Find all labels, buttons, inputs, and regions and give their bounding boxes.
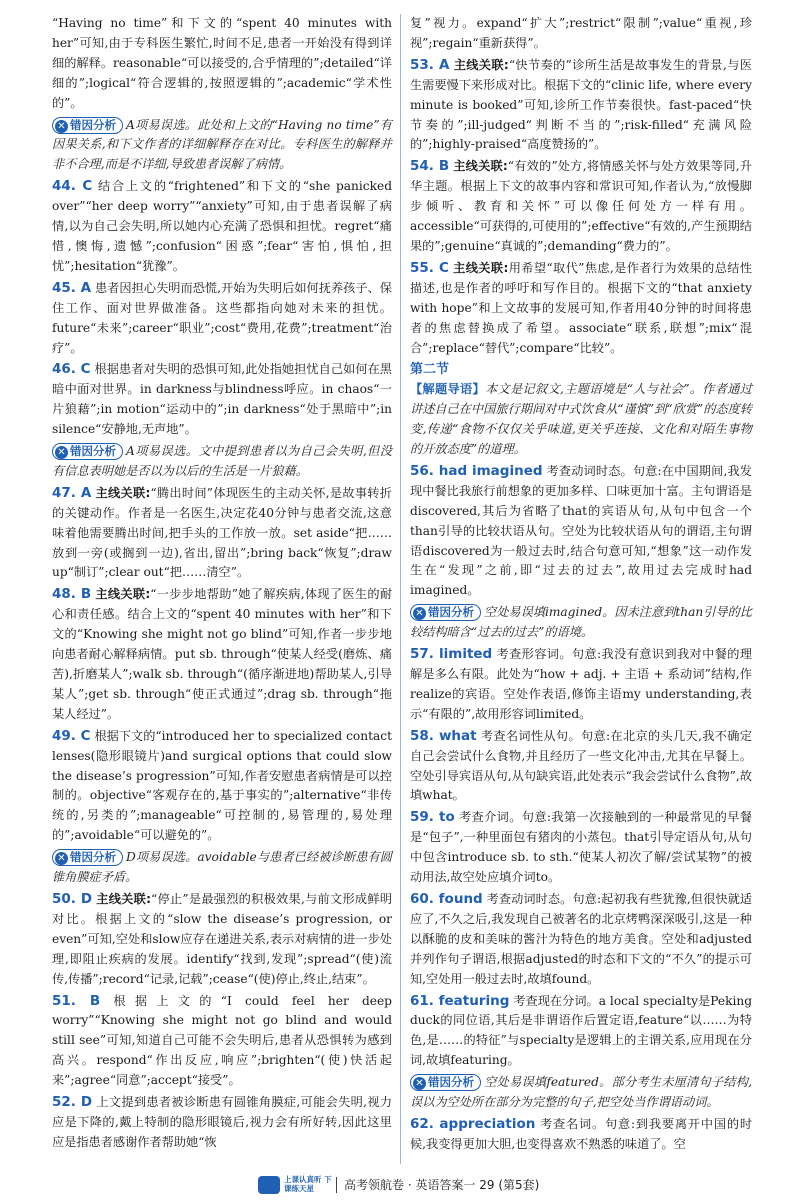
main-line-label: 主线关联: [96,891,151,906]
answer-item [52,585,392,724]
answer-explanation: 考查动词时态。句意:起初我有些犹豫,但很快就适应了,不久之后,我发现自己被著名的北京烤鸭深深吸引,这是一种以酥脆的皮和美味的酱汁为特色的地方美食。空处和adjusted并列作句子谓语,根据adjusted的时态和下文的“不久”的提示可知,空处用一般过去时,故填found。 [410,891,753,986]
answer-item [410,727,752,807]
answer-explanation: 患者因担心失明而恐慌,开始为失明后如何抚养孩子、保住工作、面对世界做准备。这些都指向她对未来的担忧。future“未来”;career“职业”;cost“费用,花费”;treatment“治疗”。 [52,280,392,355]
answer-explanation: 结合上文的“frightened”和下文的“she panicked over”“her deep worry”“anxiety”可知,由于患者误解了病情,以为自己会失明,所以她内心充满了恐惧和担忧。regret“痛惜,懊悔,遗憾”;confusion“困惑”;fear“害怕,惧怕,担忧”;hesitation“犹豫”。 [52,179,393,273]
answer-number: 61. featuring [410,992,510,1009]
cross-icon: ✕ [55,852,68,865]
answer-explanation: 考查名词。句意:到我要离开中国的时候,我变得更加大胆,也变得喜欢不熟悉的味道了。空 [410,1116,753,1151]
answer-explanation: 用希望“取代”焦虑,是作者行为效果的总结性描述,也是作者的呼吁和写作目的。根据下文的“that anxiety with hope”和上文故事的发展可知,作者用40分钟的时间将患者的焦虑替换成了希望。associate“联系,联想”;mix“混合”;replace“替代”;compare“比较”。 [410,260,753,355]
answer-item [410,808,752,888]
answer-item [410,56,752,156]
answer-explanation: “一步步地帮助”她了解疾病,体现了医生的耐心和责任感。结合上文的“spent 40 minutes with her”和下文的“Knowing she might not go blind”可知,作者一步步地向患者耐心解释病情。put sb. through“使某人经受(磨炼、痛苦),折磨某人”;walk sb. through“(循序渐进地)帮助某人,引导某人”;get sb. through“使正式通过”;drag sb. through“拖某人经过”。 [52,587,393,721]
footer-separator [336,1177,337,1193]
answer-number: 55. C [410,259,449,276]
answer-explanation: 考查现在分词。a local specialty是Peking duck的同位语,其后是非谓语作后置定语,feature“以……为特色,是……的特征”与specialty是逻辑上的主谓关系,应用现在分词,故填featuring。 [410,993,753,1068]
answer-number: 57. limited [410,646,493,663]
grammar-answer-list [410,462,752,1155]
main-line-label: 主线关联: [95,485,151,500]
answer-number: 47. A [52,484,92,501]
error-analysis-badge: ✕ 错因分析 [52,849,123,866]
answer-number: 44. C [52,178,93,195]
answer-explanation: “腾出时间”体现医生的主动关怀,是故事转折的关键动作。作者是一名医生,决定花40分钟与患者交流,这意味着他需要腾出时间,把手头的工作放一放。set aside“把……放到一旁(或搁到一边),省出,留出”;bring back“恢复”;draw up“制订”;clear out“把……清空”。 [52,485,392,580]
answer-number: 50. D [52,890,93,907]
error-analysis-note: ✕ 错因分析 A项易误选。文中提到患者以为自己会失明,但没有信息表明她是否以为以后的生活是一片狼藉。 [52,444,392,478]
page-footer [0,1174,800,1198]
cross-icon: ✕ [55,120,68,133]
answer-number: 53. A [410,56,450,73]
answer-item [52,360,392,440]
answer-explanation: 根据上文的“I could feel her deep worry”“Knowing she might not go blind and would still see”可知,知道自己可能不会失明后,患者从恐惧转为感到高兴。respond“作出反应,响应”;brighten“(使)快活起来”;agree“同意”;accept“接受”。 [52,993,392,1088]
answer-item [52,1093,392,1153]
right-column [410,14,752,1157]
section-heading: 第二节 [410,362,450,378]
answer-explanation: 根据下文的“introduced her to specialized contact lenses(隐形眼镜片)and surgical options that could slow the disease’s progression”可知,作者安慰患者病情是可以控制的。objective“客观存在的,基于事实的”;alternative“非传统的,另类的”;manageable“可控制的,易管理的,易处理的”;avoidable“可以避免的”。 [52,728,393,843]
answer-number: 62. appreciation [410,1115,536,1132]
answer-item [52,484,392,584]
right-answer-list [410,56,752,359]
answer-number: 51. B [52,992,101,1009]
answer-item [52,279,392,359]
cross-icon: ✕ [55,446,68,459]
main-line-label: 主线关联: [453,260,509,275]
answer-explanation: 考查介词。句意:我第一次接触到的一种最常见的早餐是“包子”,一种里面包有猪肉的小蒸包。that引导定语从句,从句中包含introduce sb. to sth.“使某人初次了解/尝试某物”的被动用法,故空处应填介词to。 [410,810,752,885]
error-analysis-badge: ✕ 错因分析 [410,604,481,621]
left-column [52,14,392,1155]
cross-icon: ✕ [413,1077,426,1090]
intro-paragraph: “Having no time”和下文的“spent 40 minutes with her”可知,由于专科医生繁忙,时间不足,患者一开始没有得到详细的解释。reasonable“可以接受的,合乎情理的”;detailed“详细的”;logical“符合逻辑的,按照逻辑的”;academic“学术性的”。 [52,16,392,110]
error-analysis-badge: ✕ 错因分析 [52,117,123,134]
answer-number: 45. A [52,279,92,296]
answer-explanation: 考查形容词。句意:我没有意识到我对中餐的理解是多么有限。此处为“how + adj. + 主语 + 系动词”结构,作realize的宾语。空处作表语,修饰主语my understanding,表示“有限的”,故用形容词limited。 [410,647,753,721]
answer-explanation: “有效的”处方,将情感关怀与处方效果等同,升华主题。根据上下文的故事内容和常识可知,作者认为,“放慢脚步倾听、教育和关怀”可以像任何处方一样有用。accessible“可获得的,可使用的”;effective“有效的,产生预期结果的”;genuine“真诚的”;demanding“费力的”。 [410,159,753,253]
answer-item [410,259,752,359]
guide-paragraph: 【解题导语】本文是记叙文,主题语境是“人与社会”。作者通过讲述自己在中国旅行期间对中式饮食从“谨慎”到“欣赏”的态度转变,传递“食物不仅仅关乎味道,更关乎连接、文化和对陌生事物的开放态度”的道理。 [410,382,753,457]
answer-item [410,890,752,990]
answer-item [52,890,392,990]
error-analysis-note: ✕ 错因分析 空处易误填imagined。因未注意到than引导的比较结构暗含“过去的过去”的语境。 [410,605,752,640]
answer-number: 56. had imagined [410,462,543,479]
answer-explanation: 考查名词性从句。句意:在北京的头几天,我不确定自己会尝试什么食物,并且经历了一些文化冲击,尤其在早餐上。空处引导宾语从句,从句缺宾语,此处表示“我会尝试什么食物”,故填what。 [410,728,753,803]
continued-paragraph: 复”视力。expand“扩大”;restrict“限制”;value“重视,珍视”;regain“重新获得”。 [410,16,752,50]
intro-error-analysis: ✕ 错因分析 A项易误选。此处和上文的“Having no time”有因果关系,和下文作者的详细解释存在对比。专科医生的解释并非不合理,而是不详细,导致患者误解了病情。 [52,117,392,172]
main-line-label: 主线关联: [453,159,508,174]
error-analysis-badge: ✕ 错因分析 [410,1074,481,1091]
answer-number: 46. C [52,361,91,378]
answer-number: 58. what [410,727,477,744]
answer-item [410,645,752,725]
answer-item [410,157,752,257]
left-answer-list [52,177,392,1153]
column-divider [400,14,401,1164]
answer-item [410,462,752,601]
answer-explanation: 根据患者对失明的恐惧可知,此处指她担忧自己如何在黑暗中面对世界。in darkness与blindness呼应。in chaos“一片狼藉”;in motion“运动中的”;in darkness“处于黑暗中”;in silence“安静地,无声地”。 [52,362,392,437]
cross-icon: ✕ [413,607,426,620]
answer-explanation: 上文提到患者被诊断患有圆锥角膜症,可能会失明,视力应是下降的,戴上特制的隐形眼镜后,视力会有所好转,因此这里应是指患者感谢作者帮助她“恢 [52,1095,393,1149]
error-analysis-badge: ✕ 错因分析 [52,443,123,460]
answer-item [410,992,752,1072]
main-line-label: 主线关联: [453,57,509,72]
answer-number: 49. C [52,727,91,744]
answer-number: 59. to [410,809,455,826]
answer-explanation: “停止”是最强烈的积极效果,与前文形成鲜明对比。根据上文的“slow the disease’s progression, or even”可知,空处和slow应存在递进关系,表示对病情的进一步处理,即阻止疾病的发展。identify“找到,发现”;spread“(使)流传,传播”;record“记录,记载”;cease“(使)停止,终止,结束”。 [52,891,393,986]
error-analysis-note: ✕ 错因分析 D项易误选。avoidable与患者已经被诊断患有圆锥角膜症矛盾。 [52,850,392,885]
brand-logo-icon [258,1176,280,1194]
answer-number: 60. found [410,890,483,907]
answer-item [52,727,392,846]
footer-title: 高考领航卷 · 英语答案一 29 (第5套) [344,1178,540,1192]
answer-item [410,1115,752,1155]
error-analysis-note: ✕ 错因分析 空处易误填featured。部分考生未厘清句子结构,误以为空处所在部分为完整的句子,把空处当作谓语动词。 [410,1075,752,1110]
answer-explanation: 考查动词时态。句意:在中国期间,我发现中餐比我旅行前想象的更加多样、口味更加十富。主句谓语是discovered,其后为省略了that的宾语从句,从句中包含一个than引导的比较状语从句。空处为比较状语从句的谓语,主句谓语discovered为一般过去时,结合句意可知,“想象”这一动作发生在“发现”之前,即“过去的过去”,故用过去完成时had imagined。 [410,463,752,598]
answer-item [52,177,392,277]
answer-number: 54. B [410,158,450,175]
answer-explanation: “快节奏的”诊所生活是故事发生的背景,与医生需要慢下来形成对比。根据下文的“clinic life, where every minute is booked”可知,诊所工作节奏很快。fast-paced“快节奏的”;ill-judged“判断不当的”;risk-filled“充满风险的”;highly-praised“高度赞扬的”。 [410,57,752,152]
answer-item [52,992,392,1092]
answer-number: 52. D [52,1094,93,1111]
main-line-label: 主线关联: [95,587,151,602]
answer-number: 48. B [52,586,92,603]
footer-slogan: 上课认真听 下课练天星 [284,1175,332,1193]
